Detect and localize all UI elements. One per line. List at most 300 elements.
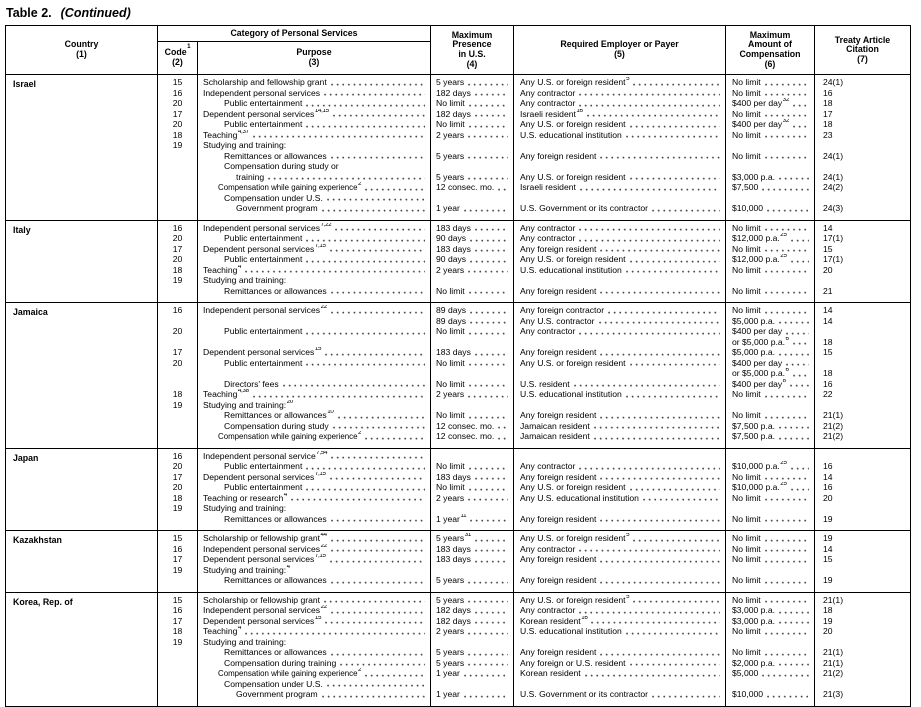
dotted-leader (630, 662, 720, 666)
compensation-cell: $7,500 p.a. (726, 431, 815, 448)
dotted-leader (331, 518, 425, 522)
citation-cell: 17 (823, 108, 833, 119)
dotted-leader (333, 425, 425, 429)
dotted-leader (765, 248, 809, 252)
employer-cell: U.S. Government or its contractor (514, 203, 726, 220)
table-title (6, 6, 915, 20)
employer-cell: Any foreign contractor (514, 303, 726, 316)
purpose-cell: Compensation while gaining experience $^2$ (198, 668, 431, 679)
purpose-cell: Compensation while gaining experience $^2$ (198, 182, 431, 193)
employer-cell: Any U.S. or foreign resident (514, 119, 726, 130)
purpose-cell: Remittances or allowances $^{10}$ (198, 410, 431, 421)
employer-cell (514, 565, 726, 576)
compensation-cell (726, 275, 815, 286)
dotted-leader (306, 466, 425, 470)
compensation-cell: $400 per day (726, 358, 815, 369)
citation-cell: 19 (823, 513, 833, 524)
compensation-cell: or $5,000 p.a. $^6$ (726, 337, 815, 348)
dotted-leader (306, 124, 425, 128)
dotted-leader (469, 362, 508, 366)
dotted-leader (475, 620, 508, 624)
citation-cell: 24(2) (823, 182, 844, 193)
purpose-cell: Teaching $^4$ (198, 265, 431, 276)
country-cell: Kazakhstan (6, 531, 158, 593)
dotted-leader (765, 134, 809, 138)
country-cell: Korea, Rep. of (6, 592, 158, 706)
code-cell: 16 (158, 220, 198, 233)
table-row (6, 592, 911, 605)
citation-cell: 22 (823, 389, 833, 400)
code-cell: 20 (158, 98, 198, 109)
compensation-cell (726, 637, 815, 648)
compensation-cell: $12,000 p.a. $^{25}$ (726, 233, 815, 244)
compensation-cell: No limit (726, 592, 815, 605)
citation-cell: 15 (823, 243, 833, 254)
dotted-leader (306, 487, 425, 491)
dotted-leader (790, 383, 809, 387)
citation-cell (815, 275, 911, 286)
purpose-cell: Scholarship or fellowship grant $^{44}$ (198, 531, 431, 544)
compensation-cell: $12,000 p.a. $^{25}$ (726, 254, 815, 265)
dotted-leader (470, 259, 508, 263)
employer-cell: Jamaican resident (514, 421, 726, 432)
compensation-cell (726, 503, 815, 514)
citation-cell: 19 (823, 533, 833, 544)
dotted-leader (630, 124, 720, 128)
citation-cell (815, 161, 911, 172)
presence-cell: 5 years $^{31}$ (431, 531, 514, 544)
citation-cell: 16 (823, 378, 833, 389)
presence-cell: 183 days (431, 544, 514, 555)
presence-cell (431, 275, 514, 286)
dotted-leader (322, 208, 425, 212)
dotted-leader (600, 580, 720, 584)
dotted-leader (469, 383, 508, 387)
dotted-leader (765, 476, 809, 480)
dotted-leader (791, 238, 809, 242)
presence-cell: 182 days (431, 88, 514, 99)
citation-cell: 15 (823, 347, 833, 358)
dotted-leader (330, 476, 425, 480)
dotted-leader (253, 134, 425, 138)
citation-cell: 18 (823, 98, 833, 109)
code-cell (158, 689, 198, 706)
purpose-cell: Scholarship or fellowship grant (198, 592, 431, 605)
compensation-cell: $10,000 p.a. $^{25}$ (726, 461, 815, 472)
citation-cell: 21(1) (823, 657, 844, 668)
dotted-leader (468, 652, 508, 656)
presence-cell: No limit (431, 326, 514, 337)
citation-cell: 18 (823, 119, 833, 130)
compensation-cell: No limit (726, 575, 815, 592)
employer-cell: Any U.S. or foreign resident $^5$ (514, 531, 726, 544)
purpose-cell: Teaching $^{4,37}$ (198, 130, 431, 141)
dotted-leader (475, 559, 508, 563)
citation-cell (815, 140, 911, 151)
dotted-leader (633, 599, 720, 603)
header-code: Code$^1$ (2) (158, 42, 198, 75)
compensation-cell: No limit (726, 626, 815, 637)
dotted-leader (325, 352, 425, 356)
dotted-leader (765, 559, 809, 563)
dotted-leader (600, 652, 720, 656)
dotted-leader (793, 103, 809, 107)
employer-cell: Any contractor (514, 544, 726, 555)
presence-cell: 5 years (431, 151, 514, 162)
purpose-cell: Independent personal services $^{22}$ (198, 303, 431, 316)
dotted-leader (630, 362, 720, 366)
dotted-leader (306, 259, 425, 263)
presence-cell: 12 consec. mo. (431, 421, 514, 432)
purpose-cell (198, 316, 431, 327)
dotted-leader (786, 362, 809, 366)
employer-cell: U.S. educational institution (514, 626, 726, 637)
citation-cell (815, 503, 911, 514)
code-cell: 16 (158, 88, 198, 99)
code-cell: 19 (158, 275, 198, 286)
employer-cell: Any contractor (514, 220, 726, 233)
purpose-cell: Public entertainment (198, 98, 431, 109)
dotted-leader (779, 620, 809, 624)
dotted-leader (793, 373, 809, 377)
dotted-leader (765, 269, 809, 273)
dotted-leader (327, 683, 425, 687)
dotted-leader (469, 124, 508, 128)
presence-cell: 1 year (431, 668, 514, 679)
compensation-cell (726, 565, 815, 576)
presence-cell (431, 679, 514, 690)
presence-cell: 182 days (431, 616, 514, 627)
dotted-leader (365, 436, 425, 440)
presence-cell: 183 days (431, 554, 514, 565)
employer-cell: Any foreign resident (514, 410, 726, 421)
dotted-leader (324, 599, 425, 603)
dotted-leader (652, 694, 720, 698)
employer-cell: Any contractor (514, 98, 726, 109)
dotted-leader (331, 652, 425, 656)
employer-cell: Any contractor (514, 605, 726, 616)
purpose-cell: Remittances or allowances (198, 647, 431, 658)
presence-cell: 183 days (431, 347, 514, 358)
code-cell: 20 (158, 358, 198, 369)
compensation-cell: No limit (726, 220, 815, 233)
citation-cell: 18 (823, 368, 833, 379)
dotted-leader (633, 538, 720, 542)
dotted-leader (468, 176, 508, 180)
code-cell: 17 (158, 244, 198, 255)
compensation-cell: $5,000 p.a. (726, 347, 815, 358)
dotted-leader (475, 548, 508, 552)
code-cell (158, 337, 198, 348)
citation-cell: 24(3) (823, 203, 844, 214)
presence-cell: 2 years (431, 265, 514, 276)
table-row (6, 75, 911, 88)
purpose-cell: Public entertainment (198, 461, 431, 472)
employer-cell: Korean resident (514, 668, 726, 679)
citation-cell: 18 (823, 336, 833, 347)
compensation-cell: No limit (726, 514, 815, 531)
code-cell (158, 658, 198, 669)
employer-cell: Korean resident $^{16}$ (514, 616, 726, 627)
code-cell (158, 161, 198, 172)
presence-cell: 5 years (431, 658, 514, 669)
employer-cell: Any U.S. or foreign resident $^5$ (514, 75, 726, 88)
presence-cell (431, 368, 514, 379)
dotted-leader (594, 436, 720, 440)
dotted-leader (599, 320, 720, 324)
dotted-leader (630, 259, 720, 263)
citation-cell: 16 (823, 461, 833, 472)
citation-cell: 14 (823, 305, 833, 316)
dotted-leader (470, 310, 508, 314)
presence-cell: 12 consec. mo. (431, 431, 514, 448)
dotted-leader (791, 259, 809, 263)
dotted-leader (608, 310, 720, 314)
code-cell: 20 (158, 254, 198, 265)
presence-cell: No limit (431, 379, 514, 390)
dotted-leader (331, 548, 425, 552)
citation-cell: 17(1) (823, 254, 844, 265)
dotted-leader (468, 497, 508, 501)
employer-cell (514, 140, 726, 151)
code-cell: 20 (158, 119, 198, 130)
compensation-cell (726, 161, 815, 172)
header-treaty-citation: Treaty Article Citation (7) (834, 34, 891, 64)
compensation-cell: No limit (726, 88, 815, 99)
code-cell (158, 182, 198, 193)
purpose-cell: Independent personal services $^{22}$ (198, 544, 431, 555)
code-cell: 20 (158, 461, 198, 472)
code-cell (158, 368, 198, 379)
purpose-cell: Public entertainment (198, 482, 431, 493)
employer-cell: Any foreign resident (514, 151, 726, 162)
purpose-cell: Public entertainment (198, 254, 431, 265)
dotted-leader (475, 92, 508, 96)
dotted-leader (365, 187, 425, 191)
code-cell: 19 (158, 637, 198, 648)
dotted-leader (253, 394, 425, 398)
citation-cell: 21(2) (823, 431, 844, 442)
citation-cell: 21 (823, 285, 833, 296)
citation-cell: 15 (823, 554, 833, 565)
dotted-leader (762, 673, 809, 677)
dotted-leader (643, 497, 720, 501)
compensation-cell: No limit (726, 75, 815, 88)
employer-cell: Any U.S. or foreign resident (514, 358, 726, 369)
citation-cell: 18 (823, 605, 833, 616)
code-cell: 17 (158, 472, 198, 483)
compensation-cell: $5,000 (726, 668, 815, 679)
purpose-cell: Teaching $^4$ (198, 626, 431, 637)
dotted-leader (322, 694, 425, 698)
citation-cell: 24(1) (823, 150, 844, 161)
dotted-leader (268, 176, 425, 180)
compensation-cell: $3,000 p.a. (726, 605, 815, 616)
presence-cell (431, 637, 514, 648)
citation-cell (815, 326, 911, 337)
dotted-leader (765, 310, 809, 314)
purpose-cell: Compensation during study (198, 421, 431, 432)
presence-cell (431, 503, 514, 514)
code-cell (158, 575, 198, 592)
dotted-leader (365, 673, 425, 677)
compensation-cell: No limit (726, 286, 815, 303)
presence-cell (431, 161, 514, 172)
employer-cell: Any foreign resident (514, 647, 726, 658)
employer-cell (514, 637, 726, 648)
code-cell: 17 (158, 347, 198, 358)
citation-cell: 21(2) (823, 420, 844, 431)
dotted-leader (791, 466, 809, 470)
dotted-leader (630, 487, 720, 491)
dotted-leader (324, 92, 425, 96)
purpose-cell: Remittances or allowances (198, 286, 431, 303)
dotted-leader (464, 208, 508, 212)
section-kazakhstan (6, 531, 911, 593)
dotted-leader (600, 415, 720, 419)
dotted-leader (579, 92, 720, 96)
presence-cell (431, 140, 514, 151)
dotted-leader (779, 176, 809, 180)
code-footnote-sup: 1 (187, 43, 191, 51)
dotted-leader (340, 662, 425, 666)
code-cell: 19 (158, 503, 198, 514)
code-cell: 17 (158, 616, 198, 627)
citation-cell: 23 (823, 129, 833, 140)
dotted-leader (779, 352, 809, 356)
presence-cell: 2 years (431, 626, 514, 637)
purpose-cell: Studying and training: $^{20}$ (198, 400, 431, 411)
employer-cell (514, 503, 726, 514)
table-row (6, 303, 911, 316)
purpose-cell: Studying and training: (198, 637, 431, 648)
code-cell (158, 193, 198, 204)
citation-cell: 21(1) (823, 647, 844, 658)
dotted-leader (331, 538, 425, 542)
dotted-leader (793, 124, 809, 128)
dotted-leader (579, 610, 720, 614)
citation-cell (815, 637, 911, 648)
treaty-table (5, 25, 911, 707)
table-row (6, 448, 911, 461)
dotted-leader (325, 620, 425, 624)
dotted-leader (765, 415, 809, 419)
employer-cell: Any foreign or U.S. resident (514, 658, 726, 669)
presence-cell: No limit (431, 119, 514, 130)
dotted-leader (469, 290, 508, 294)
dotted-leader (475, 352, 508, 356)
presence-cell: 1 year (431, 689, 514, 706)
employer-cell (514, 368, 726, 379)
presence-cell: 5 years (431, 647, 514, 658)
dotted-leader (331, 580, 425, 584)
purpose-cell: Dependent personal services $^{7,15}$ (198, 244, 431, 255)
dotted-leader (765, 92, 809, 96)
dotted-leader (245, 631, 425, 635)
table-title-continued: (Continued) (60, 6, 131, 20)
presence-cell: 2 years (431, 389, 514, 400)
employer-cell: Jamaican resident (514, 431, 726, 448)
code-cell: 19 (158, 140, 198, 151)
purpose-cell: Government program (198, 689, 431, 706)
employer-cell: Any foreign resident (514, 472, 726, 483)
code-cell (158, 679, 198, 690)
code-cell (158, 431, 198, 448)
dotted-leader (765, 290, 809, 294)
citation-cell: 14 (823, 222, 833, 233)
dotted-leader (652, 208, 720, 212)
presence-cell: 182 days (431, 109, 514, 120)
code-cell (158, 668, 198, 679)
citation-cell: 20 (823, 264, 833, 275)
dotted-leader (579, 466, 720, 470)
presence-cell: 12 consec. mo. (431, 182, 514, 193)
presence-cell: 183 days (431, 220, 514, 233)
dotted-leader (767, 694, 809, 698)
presence-cell: 1 year (431, 203, 514, 220)
dotted-leader (579, 548, 720, 552)
dotted-leader (475, 476, 508, 480)
purpose-cell: Public entertainment (198, 326, 431, 337)
dotted-leader (498, 187, 508, 191)
employer-cell (514, 337, 726, 348)
purpose-cell: Compensation under U.S. (198, 193, 431, 204)
dotted-leader (335, 227, 425, 231)
employer-cell: U.S. educational institution (514, 389, 726, 400)
dotted-leader (765, 580, 809, 584)
header-max-presence: Maximum Presence in U.S. (4) (431, 26, 514, 75)
presence-cell: 2 years (431, 130, 514, 141)
employer-cell: Any foreign resident (514, 575, 726, 592)
dotted-leader (498, 436, 508, 440)
compensation-cell: $3,000 p.a. (726, 172, 815, 183)
purpose-cell: Remittances or allowances (198, 514, 431, 531)
dotted-leader (779, 425, 809, 429)
dotted-leader (470, 238, 508, 242)
compensation-cell: $3,000 p.a. (726, 616, 815, 627)
header-employer: Required Employer or Payer (5) (514, 26, 726, 75)
section-korea-rep-of (6, 592, 911, 706)
employer-cell: U.S. resident (514, 379, 726, 390)
dotted-leader (786, 331, 809, 335)
dotted-leader (333, 113, 425, 117)
citation-cell: 14 (823, 543, 833, 554)
presence-cell (431, 400, 514, 411)
compensation-cell: No limit (726, 554, 815, 565)
citation-cell: 19 (823, 615, 833, 626)
citation-cell: 16 (823, 87, 833, 98)
dotted-leader (765, 113, 809, 117)
dotted-leader (779, 436, 809, 440)
compensation-cell: or $5,000 p.a. $^6$ (726, 368, 815, 379)
dotted-leader (765, 548, 809, 552)
compensation-cell (726, 400, 815, 411)
dotted-leader (579, 103, 720, 107)
code-cell: 18 (158, 493, 198, 504)
header-category: Category of Personal Services (158, 26, 431, 42)
citation-cell: 24(1) (823, 171, 844, 182)
header-max-compensation: Maximum Amount of Compensation (6) (726, 26, 815, 75)
code-cell: 18 (158, 389, 198, 400)
citation-cell: 21(2) (823, 668, 844, 679)
purpose-cell: Independent personal services (198, 88, 431, 99)
dotted-leader (469, 415, 508, 419)
dotted-leader (331, 82, 425, 86)
purpose-cell: Studying and training: (198, 275, 431, 286)
compensation-cell: No limit (726, 130, 815, 141)
presence-cell: No limit (431, 461, 514, 472)
table-row (6, 220, 911, 233)
